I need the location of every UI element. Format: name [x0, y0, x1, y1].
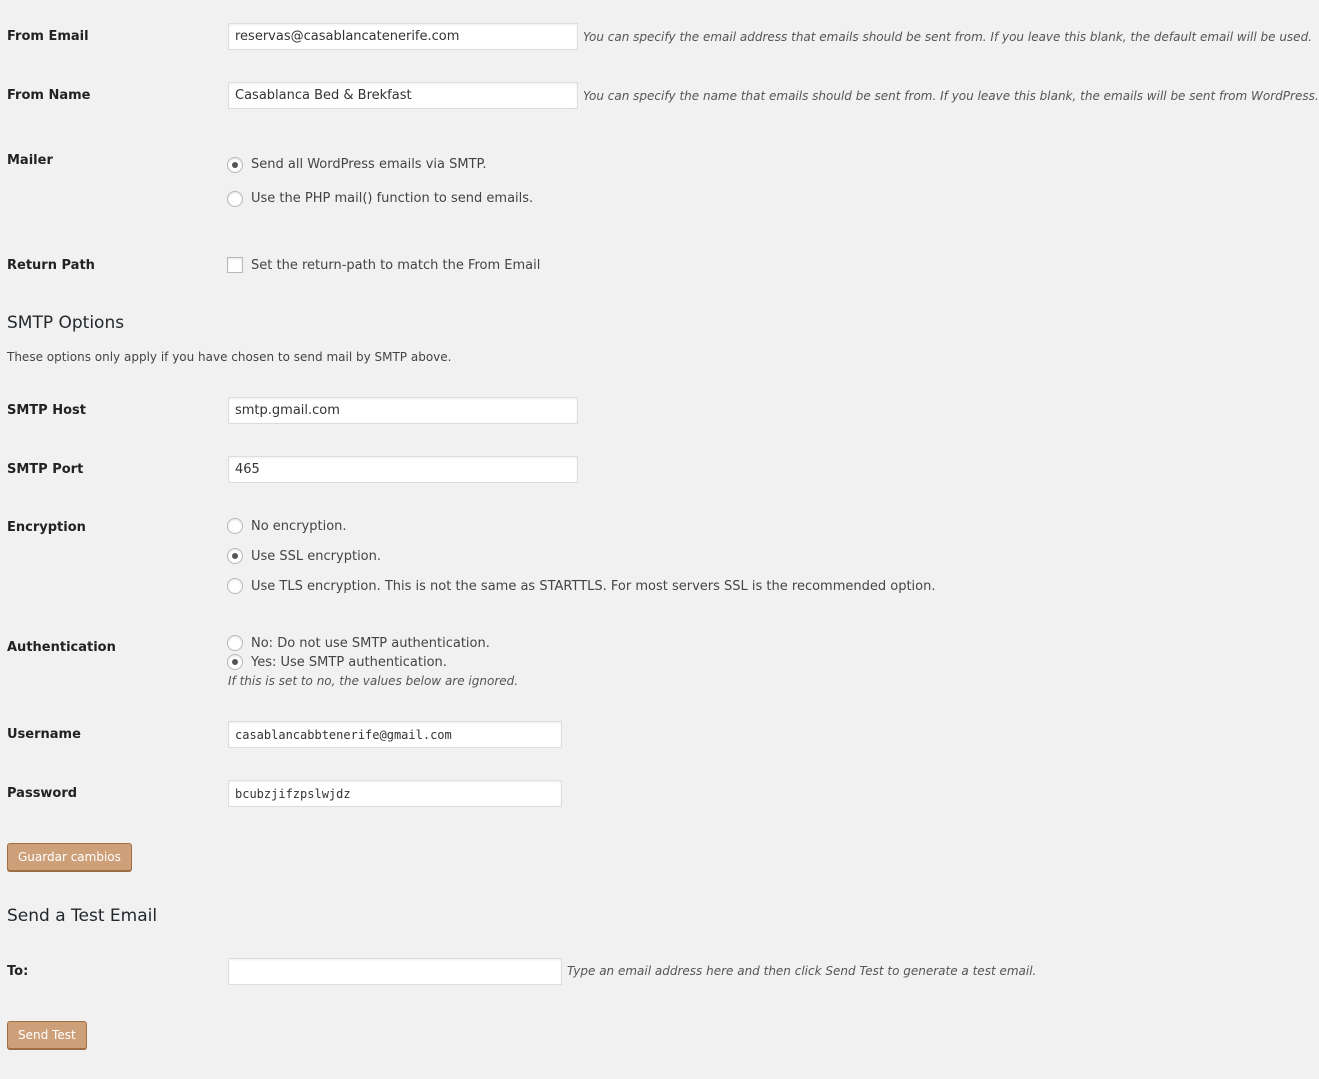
encryption-tls-radio[interactable] — [227, 578, 243, 594]
encryption-tls-option[interactable]: Use TLS encryption. This is not the same as STARTTLS. For most servers SSL is the recommended option. — [251, 579, 936, 594]
encryption-ssl-radio[interactable] — [227, 548, 243, 564]
from-name-description: You can specify the name that emails should be sent from. If you leave this blank, the emails will be sent from WordPress. — [583, 89, 1319, 103]
auth-yes-radio[interactable] — [227, 654, 243, 670]
auth-no-radio[interactable] — [227, 635, 243, 651]
smtp-options-heading: SMTP Options — [7, 313, 125, 333]
return-path-option[interactable]: Set the return-path to match the From Email — [251, 258, 541, 273]
to-label: To: — [7, 964, 29, 979]
from-email-label: From Email — [7, 29, 89, 44]
encryption-none-option[interactable]: No encryption. — [251, 519, 347, 534]
authentication-label: Authentication — [7, 640, 116, 655]
password-input[interactable] — [228, 780, 562, 807]
test-to-description: Type an email address here and then click Send Test to generate a test email. — [567, 964, 1037, 978]
mailer-php-radio[interactable] — [227, 191, 243, 207]
authentication-hint: If this is set to no, the values below are ignored. — [228, 674, 519, 688]
from-name-input[interactable] — [228, 82, 578, 109]
mailer-smtp-radio[interactable] — [227, 157, 243, 173]
auth-yes-option[interactable]: Yes: Use SMTP authentication. — [251, 655, 447, 670]
save-changes-button[interactable]: Guardar cambios — [7, 843, 132, 871]
smtp-options-note: These options only apply if you have chosen to send mail by SMTP above. — [7, 350, 452, 364]
password-label: Password — [7, 786, 78, 801]
from-name-label: From Name — [7, 88, 91, 103]
smtp-port-label: SMTP Port — [7, 462, 84, 477]
encryption-ssl-option[interactable]: Use SSL encryption. — [251, 549, 382, 564]
auth-no-option[interactable]: No: Do not use SMTP authentication. — [251, 636, 490, 651]
smtp-host-label: SMTP Host — [7, 403, 86, 418]
return-path-checkbox[interactable] — [227, 257, 243, 273]
from-email-description: You can specify the email address that emails should be sent from. If you leave this blank, the default email will be used. — [583, 30, 1312, 44]
return-path-label: Return Path — [7, 258, 95, 273]
encryption-none-radio[interactable] — [227, 518, 243, 534]
mailer-smtp-option[interactable]: Send all WordPress emails via SMTP. — [251, 157, 487, 172]
from-email-input[interactable] — [228, 23, 578, 50]
username-input[interactable] — [228, 721, 562, 748]
smtp-port-input[interactable] — [228, 456, 578, 483]
test-email-heading: Send a Test Email — [7, 906, 158, 926]
smtp-host-input[interactable] — [228, 397, 578, 424]
mailer-label: Mailer — [7, 153, 53, 168]
test-to-input[interactable] — [228, 958, 562, 985]
encryption-label: Encryption — [7, 520, 86, 535]
mailer-php-option[interactable]: Use the PHP mail() function to send emails. — [251, 191, 534, 206]
username-label: Username — [7, 727, 81, 742]
send-test-button[interactable]: Send Test — [7, 1021, 87, 1049]
